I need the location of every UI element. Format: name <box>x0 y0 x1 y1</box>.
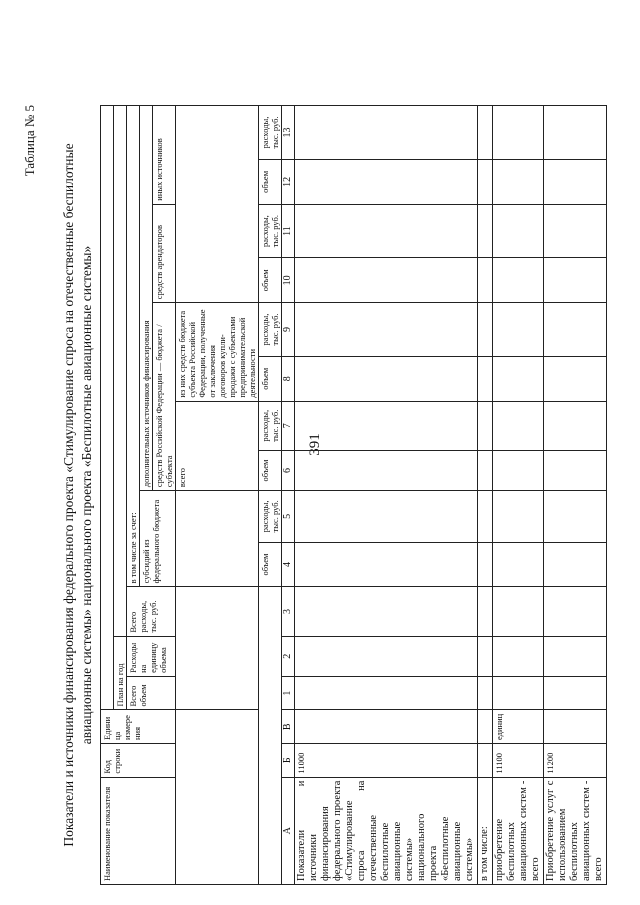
table-row <box>493 106 544 885</box>
header-blank-2 <box>114 106 127 637</box>
column-number: А <box>282 777 295 884</box>
header-unit-expenses: Расходы на единицу объема <box>127 636 176 676</box>
column-number: 7 <box>282 401 295 450</box>
rotated-document-sheet <box>22 105 604 885</box>
row-name: в том числе: <box>478 777 493 884</box>
table-label: Таблица № 5 <box>22 105 37 177</box>
column-number: 5 <box>282 491 295 542</box>
header-expenses: расходы, тыс. руб. <box>259 106 282 160</box>
header-expenses: расходы, тыс. руб. <box>259 303 282 357</box>
page-number: 391 <box>306 433 323 456</box>
financing-table <box>100 105 607 885</box>
header-indicator-name: Наименование показателя <box>101 777 176 884</box>
column-number: 8 <box>282 356 295 401</box>
header-volume: объем <box>259 450 282 490</box>
header-expenses: расходы, тыс. руб. <box>259 401 282 450</box>
column-number-row <box>282 106 295 885</box>
table-row <box>544 106 607 885</box>
header-additional-sources: дополнительных источников финансирования <box>140 106 153 491</box>
column-number: 12 <box>282 159 295 204</box>
column-number: 13 <box>282 106 295 160</box>
header-volume: объем <box>259 356 282 401</box>
header-expenses: расходы, тыс. руб. <box>259 204 282 258</box>
header-expenses: расходы, тыс. руб. <box>259 491 282 542</box>
row-name: приобретение беспилотных авиационных систем - всего <box>493 777 544 884</box>
column-number: 6 <box>282 450 295 490</box>
column-number: 2 <box>282 636 295 676</box>
header-lessor-funds: средств арендаторов <box>153 204 176 302</box>
header-including: в том числе за счет: <box>127 106 140 587</box>
document-title: Показатели и источники финансирования федерального проекта «Стимулирование спроса на отечественные беспилотные авиационные системы» национального проекта «Беспилотные авиационные системы» <box>61 143 94 847</box>
row-name: Приобретение услуг с использованием беспилотных авиационных систем - всего <box>544 777 607 884</box>
row-unit <box>295 710 478 744</box>
header-volume: объем <box>259 159 282 204</box>
column-number: Б <box>282 744 295 778</box>
column-number: 11 <box>282 204 295 258</box>
row-code: 11100 <box>493 744 544 778</box>
header-volume: объем <box>259 258 282 303</box>
header-plan: План на год <box>114 636 127 710</box>
header-total-expenses: Всего расходы, тыс. руб. <box>127 587 176 636</box>
row-code: 11200 <box>544 744 607 778</box>
column-number: 4 <box>282 542 295 587</box>
row-unit <box>478 710 493 744</box>
column-number: 1 <box>282 676 295 710</box>
header-unit: Единица измерения <box>101 710 176 744</box>
table-row <box>295 106 478 885</box>
header-row-code: Код строки <box>101 744 176 778</box>
header-blank-top <box>101 106 114 710</box>
row-code: 11000 <box>295 744 478 778</box>
header-federal-subsidies: субсидий из федерального бюджета <box>140 491 176 587</box>
column-number: 3 <box>282 587 295 636</box>
header-volume: объем <box>259 542 282 587</box>
column-number: 10 <box>282 258 295 303</box>
header-from-subject-budget: из них средств бюджета субъекта Российской Федерации, полученные от заключения договоров купли-продажи с субъектами предпринимательской деятельности <box>176 303 259 401</box>
header-rf-funds: средств Российской Федерации — бюджета / субъекта <box>153 303 176 491</box>
row-unit <box>544 710 607 744</box>
header-total-volume: Всего объем <box>127 676 176 710</box>
column-number: В <box>282 710 295 744</box>
header-other-sources: иных источников <box>153 106 176 205</box>
column-number: 9 <box>282 303 295 357</box>
row-unit: единиц <box>493 710 544 744</box>
header-total: всего <box>176 401 259 491</box>
table-row <box>478 106 493 885</box>
row-name: Показатели и источники финансирования федерального проекта «Стимулирование спроса на отечественные беспилотные авиационные системы» национального проекта «Беспилотные авиационные системы» <box>295 777 478 884</box>
row-code <box>478 744 493 778</box>
